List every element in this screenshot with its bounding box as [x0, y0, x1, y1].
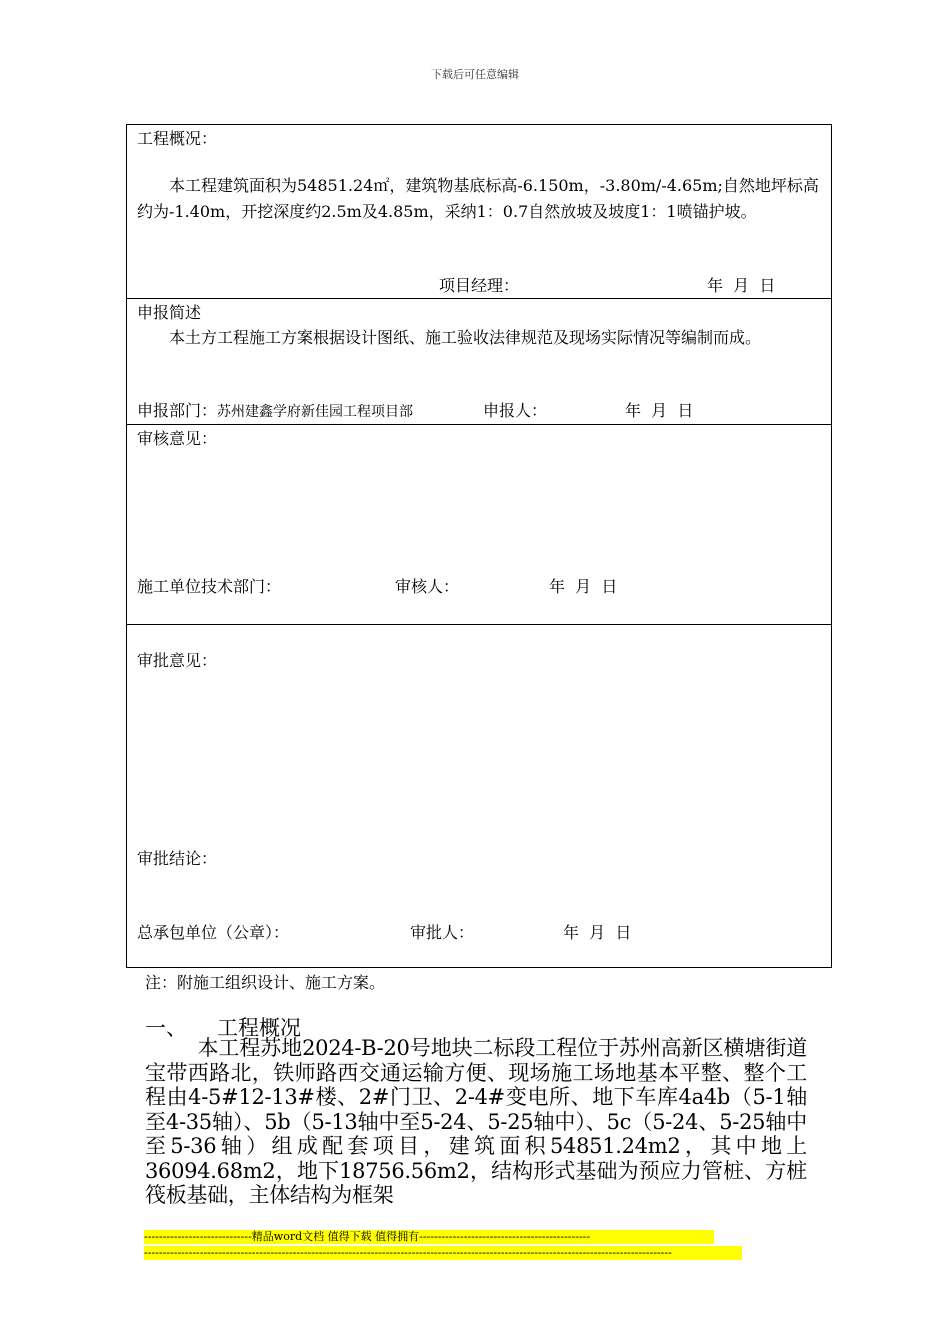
overview-cell	[127, 125, 831, 299]
header-note: 下载后可任意编辑	[431, 68, 519, 81]
approval-form-table	[126, 124, 832, 968]
section-body-text: 本工程苏地2024-B-20号地块二标段工程位于苏州高新区横塘街道宝带西路北，铁师路西交通运输方便、现场施工场地基本平整、整个工程由4-5#12-13#楼、2#门卫、2-4#变电所、地下车库4a4b（5-1轴至4-35轴）、5b（5-13轴中至5-24、5-25轴中）、5c（5-24、5-25轴中至5-36轴）组成配套项目，建筑面积54851.24m2，其中地上36094.68m2，地下18756.56m2，结构形式基础为预应力管桩、方桩筏板基础，主体结构为框架	[145, 1036, 807, 1207]
reviewer-label: 审核人：	[395, 577, 460, 596]
approver-label: 审批人：	[410, 923, 475, 942]
project-manager-label: 项目经理：	[439, 276, 520, 295]
footer-banner-line-1: -----------------------------精品word文档 值得下载 值得拥有----------------------------------------------	[144, 1230, 714, 1244]
approval-conclusion-label: 审批结论：	[137, 849, 218, 868]
declaration-dept-label: 申报部门：	[137, 401, 218, 420]
review-date: 年 月 日	[549, 577, 618, 596]
declaration-cell	[127, 299, 831, 425]
footer-banner-line-2: ----------------------------------------------------------------------------------------------------------------------------------------------	[144, 1246, 742, 1260]
review-label: 审核意见：	[137, 429, 218, 448]
approval-date: 年 月 日	[563, 923, 632, 942]
declaration-date: 年 月 日	[625, 401, 694, 420]
declarant-label: 申报人：	[483, 401, 548, 420]
contractor-label: 总承包单位（公章）：	[137, 923, 290, 942]
overview-label: 工程概况：	[137, 129, 218, 148]
overview-date: 年 月 日	[707, 276, 776, 295]
tech-dept-label: 施工单位技术部门：	[137, 577, 282, 596]
approval-cell	[127, 625, 831, 969]
declaration-text: 本土方工程施工方案根据设计图纸、施工验收法律规范及现场实际情况等编制而成。	[169, 328, 762, 347]
section-title: 工程概况	[217, 1016, 301, 1040]
attachment-note: 注：附施工组织设计、施工方案。	[145, 973, 386, 992]
review-cell	[127, 425, 831, 625]
declaration-label: 申报简述	[137, 303, 202, 322]
overview-text: 本工程建筑面积为54851.24㎡，建筑物基底标高-6.150m，-3.80m/-4.65m;自然地坪标高约为-1.40m，开挖深度约2.5m及4.85m，采纳1：0.7自然放坡及坡度1：1喷锚护坡。	[137, 176, 819, 221]
declaration-dept-value: 苏州建鑫学府新佳园工程项目部	[217, 404, 413, 420]
approval-label: 审批意见：	[137, 651, 218, 670]
section-number: 一、	[145, 1016, 187, 1040]
